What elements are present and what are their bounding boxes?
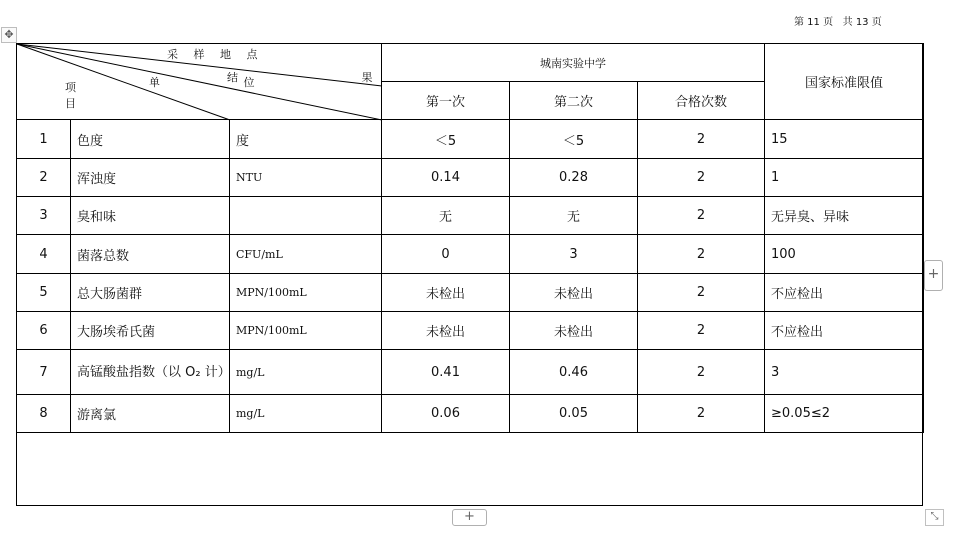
first-result: 未检出 [382, 274, 510, 312]
first-result: 未检出 [382, 312, 510, 350]
row-number: 7 [17, 350, 71, 395]
row-number: 5 [17, 274, 71, 312]
first-result: ＜5 [382, 120, 510, 159]
total-pages: 共 13 页 [842, 17, 882, 28]
water-quality-table [16, 43, 924, 433]
table-row [17, 120, 924, 159]
unit-value: mg/L [230, 395, 382, 433]
item-name: 色度 [71, 120, 230, 159]
second-test-header: 第二次 [510, 82, 638, 120]
unit-value: 度 [230, 120, 382, 159]
standard-limit: 3 [765, 350, 924, 395]
site-name-header: 城南实验中学 [382, 44, 765, 82]
row-number: 6 [17, 312, 71, 350]
item-header-label: 项 目 [65, 81, 102, 110]
result-header-label: 结 果 [227, 71, 433, 84]
pass-count: 2 [638, 120, 765, 159]
first-result: 0.14 [382, 159, 510, 197]
second-result: 无 [510, 197, 638, 235]
table-move-handle-icon[interactable]: ✥ [1, 27, 17, 43]
first-result: 0 [382, 235, 510, 274]
page-indicator [794, 13, 882, 28]
standard-limit: 不应检出 [765, 312, 924, 350]
unit-value: MPN/100mL [230, 274, 382, 312]
row-number: 1 [17, 120, 71, 159]
standard-limit: 1 [765, 159, 924, 197]
row-number: 8 [17, 395, 71, 433]
add-column-button[interactable]: + [924, 260, 943, 291]
row-number: 3 [17, 197, 71, 235]
item-name: 臭和味 [71, 197, 230, 235]
table-row [17, 197, 924, 235]
first-result: 无 [382, 197, 510, 235]
table-row [17, 350, 924, 395]
standard-limit: 100 [765, 235, 924, 274]
table-row [17, 312, 924, 350]
unit-value: NTU [230, 159, 382, 197]
pass-count: 2 [638, 197, 765, 235]
first-test-header: 第一次 [382, 82, 510, 120]
add-row-button[interactable]: + [452, 509, 487, 526]
current-page: 第 11 页 [794, 17, 834, 28]
pass-count-header: 合格次数 [638, 82, 765, 120]
unit-value: CFU/mL [230, 235, 382, 274]
item-name: 浑浊度 [71, 159, 230, 197]
standard-limit: ≥0.05≤2 [765, 395, 924, 433]
pass-count: 2 [638, 312, 765, 350]
resize-icon[interactable]: ⤡ [925, 509, 944, 526]
second-result: 0.46 [510, 350, 638, 395]
row-number: 4 [17, 235, 71, 274]
unit-value: mg/L [230, 350, 382, 395]
row-number: 2 [17, 159, 71, 197]
pass-count: 2 [638, 350, 765, 395]
pass-count: 2 [638, 235, 765, 274]
second-result: ＜5 [510, 120, 638, 159]
second-result: 0.05 [510, 395, 638, 433]
table-row [17, 235, 924, 274]
item-name: 大肠埃希氏菌 [71, 312, 230, 350]
second-result: 0.28 [510, 159, 638, 197]
item-name: 总大肠菌群 [71, 274, 230, 312]
standard-limit-header: 国家标准限值 [765, 44, 924, 120]
second-result: 3 [510, 235, 638, 274]
item-name: 游离氯 [71, 395, 230, 433]
first-result: 0.41 [382, 350, 510, 395]
second-result: 未检出 [510, 312, 638, 350]
pass-count: 2 [638, 159, 765, 197]
diagonal-header-cell [17, 44, 433, 120]
table-row [17, 274, 924, 312]
unit-header-label: 单 位 [149, 76, 295, 89]
item-name: 高锰酸盐指数（以 O₂ 计） [71, 350, 230, 395]
item-name: 菌落总数 [71, 235, 230, 274]
unit-value: MPN/100mL [230, 312, 382, 350]
standard-limit: 不应检出 [765, 274, 924, 312]
unit-value [230, 197, 382, 235]
pass-count: 2 [638, 274, 765, 312]
second-result: 未检出 [510, 274, 638, 312]
standard-limit: 无异臭、异味 [765, 197, 924, 235]
table-row [17, 159, 924, 197]
standard-limit: 15 [765, 120, 924, 159]
pass-count: 2 [638, 395, 765, 433]
first-result: 0.06 [382, 395, 510, 433]
sampling-location-label: 采 样 地 点 [167, 48, 264, 61]
table-row [17, 395, 924, 433]
